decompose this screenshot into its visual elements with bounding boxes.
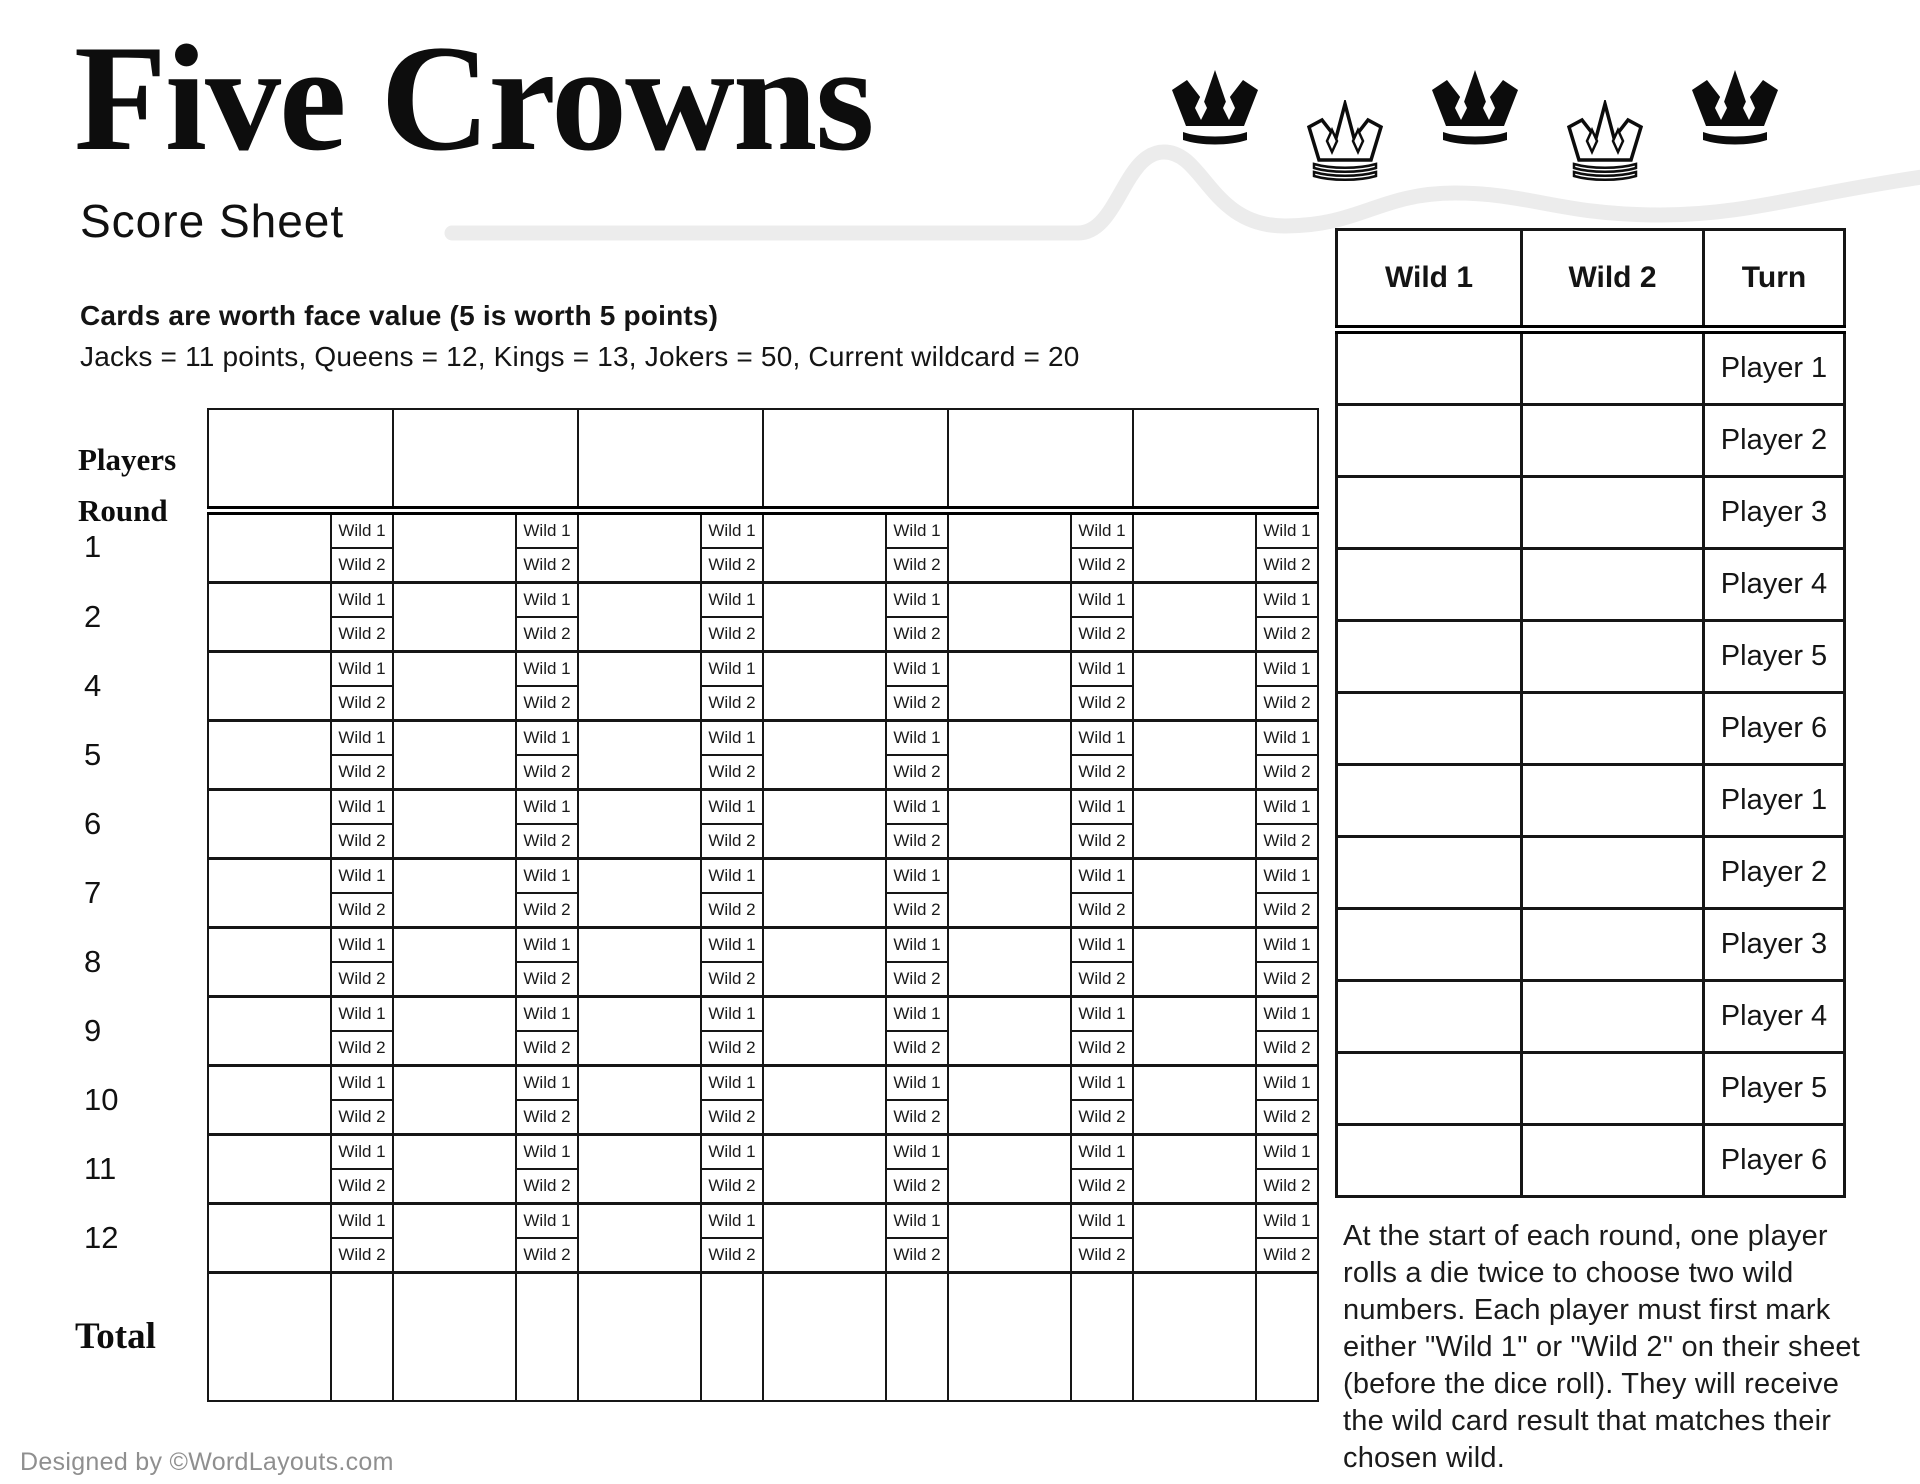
- wild2-cell: Wild 2: [516, 893, 578, 928]
- wild1-cell: Wild 1: [516, 1135, 578, 1170]
- wild1-entry-cell: [1337, 909, 1522, 981]
- wild1-cell: Wild 1: [701, 1066, 763, 1101]
- wild1-entry-cell: [1337, 330, 1522, 405]
- wild2-cell: Wild 2: [1071, 1031, 1133, 1066]
- wild1-cell: Wild 1: [1071, 997, 1133, 1032]
- wild1-cell: Wild 1: [701, 652, 763, 687]
- score-cell: [578, 511, 701, 583]
- wild2-cell: Wild 2: [1256, 962, 1318, 997]
- wild2-entry-cell: [1522, 549, 1704, 621]
- wild2-cell: Wild 2: [886, 755, 948, 790]
- round-number: 9: [84, 1013, 102, 1048]
- total-score-cell: [763, 1273, 886, 1402]
- score-cell: [208, 511, 331, 583]
- round-number: 8: [84, 944, 102, 979]
- wild2-cell: Wild 2: [1256, 893, 1318, 928]
- wild1-entry-cell: [1337, 693, 1522, 765]
- turn-player-cell: Player 5: [1704, 1053, 1845, 1125]
- page-subtitle: Score Sheet: [80, 195, 345, 247]
- round-number: 7: [84, 875, 102, 910]
- wild2-cell: Wild 2: [1071, 893, 1133, 928]
- score-cell: [578, 997, 701, 1066]
- total-wild-cell: [331, 1273, 393, 1402]
- wild2-cell: Wild 2: [331, 893, 393, 928]
- turn-player-cell: Player 4: [1704, 981, 1845, 1053]
- wild2-cell: Wild 2: [1071, 1169, 1133, 1204]
- wild1-cell: Wild 1: [886, 928, 948, 963]
- score-cell: [763, 511, 886, 583]
- card-values-heading: Cards are worth face value (5 is worth 5 points): [80, 300, 719, 331]
- wild1-cell: Wild 1: [331, 721, 393, 756]
- wild1-entry-cell: [1337, 1053, 1522, 1125]
- wild1-entry-cell: [1337, 549, 1522, 621]
- round-number: 11: [84, 1151, 117, 1186]
- wild2-entry-cell: [1522, 1125, 1704, 1197]
- wild1-cell: Wild 1: [516, 928, 578, 963]
- wild2-cell: Wild 2: [1256, 686, 1318, 721]
- wild2-cell: Wild 2: [331, 1031, 393, 1066]
- wild2-cell: Wild 2: [1071, 1238, 1133, 1273]
- score-cell: [948, 1135, 1071, 1204]
- wild2-cell: Wild 2: [516, 1100, 578, 1135]
- score-cell: [208, 1204, 331, 1273]
- wild1-cell: Wild 1: [886, 1135, 948, 1170]
- wild2-cell: Wild 2: [331, 755, 393, 790]
- note-line: either "Wild 1" or "Wild 2" on their sheet: [1343, 1331, 1861, 1363]
- wild2-cell: Wild 2: [331, 1238, 393, 1273]
- score-cell: [393, 790, 516, 859]
- score-cell: [948, 511, 1071, 583]
- score-cell: [948, 721, 1071, 790]
- wild1-cell: Wild 1: [701, 1204, 763, 1239]
- score-cell: [1133, 1135, 1256, 1204]
- score-cell: [578, 859, 701, 928]
- wild-turn-table: [1335, 228, 1846, 1198]
- wild1-cell: Wild 1: [886, 1066, 948, 1101]
- wild1-entry-cell: [1337, 1125, 1522, 1197]
- footer-credit: Designed by ©WordLayouts.com: [20, 1448, 394, 1476]
- wild2-cell: Wild 2: [331, 686, 393, 721]
- wild1-cell: Wild 1: [516, 721, 578, 756]
- turn-player-cell: Player 4: [1704, 549, 1845, 621]
- wild2-cell: Wild 2: [331, 1100, 393, 1135]
- wild1-cell: Wild 1: [331, 790, 393, 825]
- total-wild-cell: [516, 1273, 578, 1402]
- wild2-cell: Wild 2: [701, 1031, 763, 1066]
- wild2-cell: Wild 2: [701, 1169, 763, 1204]
- score-cell: [578, 1204, 701, 1273]
- wild2-cell: Wild 2: [1071, 548, 1133, 583]
- score-cell: [578, 583, 701, 652]
- wild1-cell: Wild 1: [1071, 1204, 1133, 1239]
- wild1-cell: Wild 1: [516, 1066, 578, 1101]
- score-cell: [208, 721, 331, 790]
- score-cell: [763, 652, 886, 721]
- wild1-cell: Wild 1: [1071, 583, 1133, 618]
- round-number: 10: [84, 1082, 119, 1117]
- score-cell: [393, 1204, 516, 1273]
- crown-glyph: [1163, 68, 1267, 146]
- player-name-cell: [578, 409, 763, 511]
- score-cell: [763, 583, 886, 652]
- score-cell: [1133, 859, 1256, 928]
- score-cell: [208, 859, 331, 928]
- score-cell: [208, 1066, 331, 1135]
- wild2-cell: Wild 2: [516, 1238, 578, 1273]
- wild1-entry-cell: [1337, 621, 1522, 693]
- wild2-entry-cell: [1522, 765, 1704, 837]
- score-cell: [578, 652, 701, 721]
- wild-rule-note: [1343, 1218, 1920, 1477]
- score-cell: [1133, 790, 1256, 859]
- score-cell: [578, 790, 701, 859]
- score-table: [207, 408, 1319, 1402]
- wild2-cell: Wild 2: [886, 893, 948, 928]
- total-score-cell: [393, 1273, 516, 1402]
- turn-player-cell: Player 3: [1704, 477, 1845, 549]
- score-cell: [208, 997, 331, 1066]
- wild1-cell: Wild 1: [331, 1204, 393, 1239]
- wild1-cell: Wild 1: [1071, 928, 1133, 963]
- wild2-cell: Wild 2: [886, 617, 948, 652]
- note-line: the wild card result that matches their: [1343, 1405, 1832, 1437]
- crown-glyph: [1683, 68, 1787, 146]
- wild2-cell: Wild 2: [1256, 755, 1318, 790]
- score-cell: [948, 1066, 1071, 1135]
- turn-player-cell: Player 3: [1704, 909, 1845, 981]
- wild1-cell: Wild 1: [516, 652, 578, 687]
- score-cell: [1133, 1066, 1256, 1135]
- crown-filled-icon: [1163, 68, 1267, 151]
- round-number: 1: [84, 528, 102, 564]
- total-score-cell: [578, 1273, 701, 1402]
- wild2-cell: Wild 2: [886, 962, 948, 997]
- wild1-entry-cell: [1337, 765, 1522, 837]
- wild1-cell: Wild 1: [886, 583, 948, 618]
- wild2-entry-cell: [1522, 981, 1704, 1053]
- note-line: rolls a die twice to choose two wild: [1343, 1257, 1794, 1289]
- wild2-cell: Wild 2: [1071, 824, 1133, 859]
- total-score-cell: [1133, 1273, 1256, 1402]
- wild1-cell: Wild 1: [1256, 1135, 1318, 1170]
- note-line: (before the dice roll). They will receive: [1343, 1368, 1840, 1400]
- wild1-cell: Wild 1: [701, 583, 763, 618]
- players-label: Players: [78, 441, 177, 477]
- score-cell: [578, 1135, 701, 1204]
- wild2-cell: Wild 2: [331, 962, 393, 997]
- wild1-cell: Wild 1: [331, 997, 393, 1032]
- turn-player-cell: Player 1: [1704, 330, 1845, 405]
- score-cell: [763, 859, 886, 928]
- wild2-cell: Wild 2: [1256, 1100, 1318, 1135]
- score-cell: [393, 511, 516, 583]
- crown-glyph: [1423, 68, 1527, 146]
- wild1-cell: Wild 1: [1256, 997, 1318, 1032]
- score-cell: [763, 721, 886, 790]
- turn-player-cell: Player 1: [1704, 765, 1845, 837]
- wild1-cell: Wild 1: [331, 928, 393, 963]
- note-line: At the start of each round, one player: [1343, 1220, 1828, 1252]
- wild1-cell: Wild 1: [1071, 1135, 1133, 1170]
- score-cell: [208, 583, 331, 652]
- wild1-cell: Wild 1: [1071, 790, 1133, 825]
- wild2-entry-cell: [1522, 405, 1704, 477]
- wild1-cell: Wild 1: [516, 997, 578, 1032]
- wild2-cell: Wild 2: [701, 617, 763, 652]
- wild2-cell: Wild 2: [701, 962, 763, 997]
- score-cell: [948, 997, 1071, 1066]
- wild2-cell: Wild 2: [516, 1169, 578, 1204]
- score-cell: [948, 652, 1071, 721]
- round-number: 6: [84, 806, 102, 841]
- score-cell: [763, 1135, 886, 1204]
- wild2-cell: Wild 2: [516, 962, 578, 997]
- wild1-cell: Wild 1: [1071, 859, 1133, 894]
- wild2-entry-cell: [1522, 330, 1704, 405]
- wild1-cell: Wild 1: [701, 1135, 763, 1170]
- wild1-cell: Wild 1: [886, 511, 948, 549]
- wild1-cell: Wild 1: [1256, 790, 1318, 825]
- score-cell: [1133, 511, 1256, 583]
- score-cell: [763, 790, 886, 859]
- wild1-cell: Wild 1: [886, 790, 948, 825]
- wild2-cell: Wild 2: [1256, 824, 1318, 859]
- wild2-cell: Wild 2: [1071, 617, 1133, 652]
- score-cell: [763, 1204, 886, 1273]
- wild1-cell: Wild 1: [516, 583, 578, 618]
- score-cell: [1133, 652, 1256, 721]
- wild2-cell: Wild 2: [701, 548, 763, 583]
- wild1-cell: Wild 1: [1256, 928, 1318, 963]
- crown-glyph: [1297, 100, 1393, 182]
- wild1-cell: Wild 1: [331, 511, 393, 549]
- player-name-cell: [948, 409, 1133, 511]
- wild1-cell: Wild 1: [1256, 1066, 1318, 1101]
- wild2-cell: Wild 2: [886, 686, 948, 721]
- wild1-entry-cell: [1337, 981, 1522, 1053]
- wild1-cell: Wild 1: [331, 1066, 393, 1101]
- wild1-cell: Wild 1: [1071, 1066, 1133, 1101]
- wild2-cell: Wild 2: [516, 686, 578, 721]
- total-label: Total: [75, 1316, 156, 1358]
- card-values-detail: Jacks = 11 points, Queens = 12, Kings = 13, Jokers = 50, Current wildcard = 20: [80, 341, 1080, 372]
- wild2-cell: Wild 2: [516, 755, 578, 790]
- round-number: 2: [84, 599, 102, 634]
- wild2-cell: Wild 2: [886, 1031, 948, 1066]
- total-wild-cell: [1071, 1273, 1133, 1402]
- score-cell: [578, 721, 701, 790]
- wild2-cell: Wild 2: [701, 1238, 763, 1273]
- player-name-cell: [208, 409, 393, 511]
- score-cell: [1133, 997, 1256, 1066]
- wild1-cell: Wild 1: [886, 1204, 948, 1239]
- wild2-cell: Wild 2: [331, 1169, 393, 1204]
- wild-table-header-1: Wild 1: [1337, 230, 1522, 330]
- wild1-cell: Wild 1: [516, 1204, 578, 1239]
- wild2-entry-cell: [1522, 1053, 1704, 1125]
- wild1-cell: Wild 1: [886, 721, 948, 756]
- crown-filled-icon: [1683, 68, 1787, 151]
- wild2-cell: Wild 2: [1256, 548, 1318, 583]
- wild1-cell: Wild 1: [701, 721, 763, 756]
- wild1-cell: Wild 1: [886, 652, 948, 687]
- wild2-cell: Wild 2: [1256, 1169, 1318, 1204]
- score-cell: [763, 1066, 886, 1135]
- wild2-cell: Wild 2: [886, 1169, 948, 1204]
- wild-table-header-3: Turn: [1704, 230, 1845, 330]
- wild-table-header-2: Wild 2: [1522, 230, 1704, 330]
- wild1-cell: Wild 1: [701, 859, 763, 894]
- round-label: Round: [78, 492, 168, 528]
- score-cell: [1133, 1204, 1256, 1273]
- wild2-entry-cell: [1522, 621, 1704, 693]
- wild2-entry-cell: [1522, 693, 1704, 765]
- wild2-entry-cell: [1522, 909, 1704, 981]
- wild2-cell: Wild 2: [886, 548, 948, 583]
- wild2-cell: Wild 2: [516, 617, 578, 652]
- turn-player-cell: Player 5: [1704, 621, 1845, 693]
- round-number: 5: [84, 737, 102, 772]
- note-line: numbers. Each player must first mark: [1343, 1294, 1831, 1326]
- wild2-cell: Wild 2: [1256, 1031, 1318, 1066]
- player-name-cell: [763, 409, 948, 511]
- wild2-cell: Wild 2: [516, 824, 578, 859]
- wild2-cell: Wild 2: [331, 824, 393, 859]
- score-cell: [393, 1066, 516, 1135]
- round-number: 12: [84, 1220, 119, 1255]
- wild2-cell: Wild 2: [886, 1100, 948, 1135]
- wild1-entry-cell: [1337, 405, 1522, 477]
- crown-filled-icon: [1423, 68, 1527, 151]
- score-cell: [948, 790, 1071, 859]
- wild2-cell: Wild 2: [516, 548, 578, 583]
- wild2-cell: Wild 2: [1071, 1100, 1133, 1135]
- wild1-cell: Wild 1: [1071, 652, 1133, 687]
- round-number: 4: [84, 668, 102, 703]
- wild1-cell: Wild 1: [701, 511, 763, 549]
- score-cell: [393, 721, 516, 790]
- wild1-cell: Wild 1: [1071, 511, 1133, 549]
- wild2-cell: Wild 2: [701, 1100, 763, 1135]
- turn-player-cell: Player 2: [1704, 837, 1845, 909]
- total-wild-cell: [701, 1273, 763, 1402]
- wild2-cell: Wild 2: [886, 1238, 948, 1273]
- turn-player-cell: Player 6: [1704, 1125, 1845, 1197]
- total-score-cell: [208, 1273, 331, 1402]
- score-cell: [948, 583, 1071, 652]
- score-cell: [578, 928, 701, 997]
- wild1-cell: Wild 1: [1256, 652, 1318, 687]
- wild2-cell: Wild 2: [1071, 755, 1133, 790]
- crown-glyph: [1557, 100, 1653, 182]
- wild2-cell: Wild 2: [1071, 962, 1133, 997]
- score-cell: [208, 1135, 331, 1204]
- wild2-cell: Wild 2: [331, 548, 393, 583]
- score-cell: [1133, 721, 1256, 790]
- wild1-entry-cell: [1337, 477, 1522, 549]
- score-cell: [948, 1204, 1071, 1273]
- score-cell: [393, 859, 516, 928]
- score-cell: [948, 928, 1071, 997]
- wild1-cell: Wild 1: [1256, 1204, 1318, 1239]
- score-cell: [393, 928, 516, 997]
- total-score-cell: [948, 1273, 1071, 1402]
- wild1-cell: Wild 1: [701, 790, 763, 825]
- turn-player-cell: Player 2: [1704, 405, 1845, 477]
- wild1-cell: Wild 1: [886, 859, 948, 894]
- wild1-cell: Wild 1: [516, 511, 578, 549]
- score-cell: [763, 997, 886, 1066]
- score-cell: [763, 928, 886, 997]
- wild2-cell: Wild 2: [701, 686, 763, 721]
- wild2-cell: Wild 2: [516, 1031, 578, 1066]
- wild1-cell: Wild 1: [516, 859, 578, 894]
- wild1-cell: Wild 1: [331, 583, 393, 618]
- wild2-cell: Wild 2: [701, 893, 763, 928]
- score-cell: [948, 859, 1071, 928]
- wild1-cell: Wild 1: [886, 997, 948, 1032]
- wild1-cell: Wild 1: [331, 1135, 393, 1170]
- wild2-entry-cell: [1522, 837, 1704, 909]
- wild1-cell: Wild 1: [1256, 583, 1318, 618]
- wild1-cell: Wild 1: [331, 859, 393, 894]
- wild2-cell: Wild 2: [1071, 686, 1133, 721]
- wild1-cell: Wild 1: [516, 790, 578, 825]
- score-cell: [393, 583, 516, 652]
- note-line: chosen wild.: [1343, 1442, 1505, 1474]
- wild2-cell: Wild 2: [886, 824, 948, 859]
- wild1-entry-cell: [1337, 837, 1522, 909]
- score-cell: [208, 928, 331, 997]
- wild2-cell: Wild 2: [1256, 617, 1318, 652]
- wild1-cell: Wild 1: [701, 997, 763, 1032]
- score-cell: [393, 652, 516, 721]
- crown-outline-icon: [1557, 100, 1653, 187]
- wild1-cell: Wild 1: [1071, 721, 1133, 756]
- wild2-entry-cell: [1522, 477, 1704, 549]
- wild1-cell: Wild 1: [1256, 511, 1318, 549]
- page-title: Five Crowns: [74, 14, 873, 182]
- score-cell: [208, 790, 331, 859]
- score-cell: [208, 652, 331, 721]
- total-wild-cell: [1256, 1273, 1318, 1402]
- score-cell: [393, 997, 516, 1066]
- wild1-cell: Wild 1: [701, 928, 763, 963]
- wild2-cell: Wild 2: [701, 755, 763, 790]
- wild1-cell: Wild 1: [1256, 721, 1318, 756]
- wild1-cell: Wild 1: [1256, 859, 1318, 894]
- player-name-cell: [393, 409, 578, 511]
- player-name-cell: [1133, 409, 1318, 511]
- score-cell: [393, 1135, 516, 1204]
- crown-outline-icon: [1297, 100, 1393, 187]
- total-wild-cell: [886, 1273, 948, 1402]
- score-cell: [1133, 928, 1256, 997]
- turn-player-cell: Player 6: [1704, 693, 1845, 765]
- score-cell: [578, 1066, 701, 1135]
- score-cell: [1133, 583, 1256, 652]
- wild2-cell: Wild 2: [331, 617, 393, 652]
- wild2-cell: Wild 2: [1256, 1238, 1318, 1273]
- wild1-cell: Wild 1: [331, 652, 393, 687]
- wild2-cell: Wild 2: [701, 824, 763, 859]
